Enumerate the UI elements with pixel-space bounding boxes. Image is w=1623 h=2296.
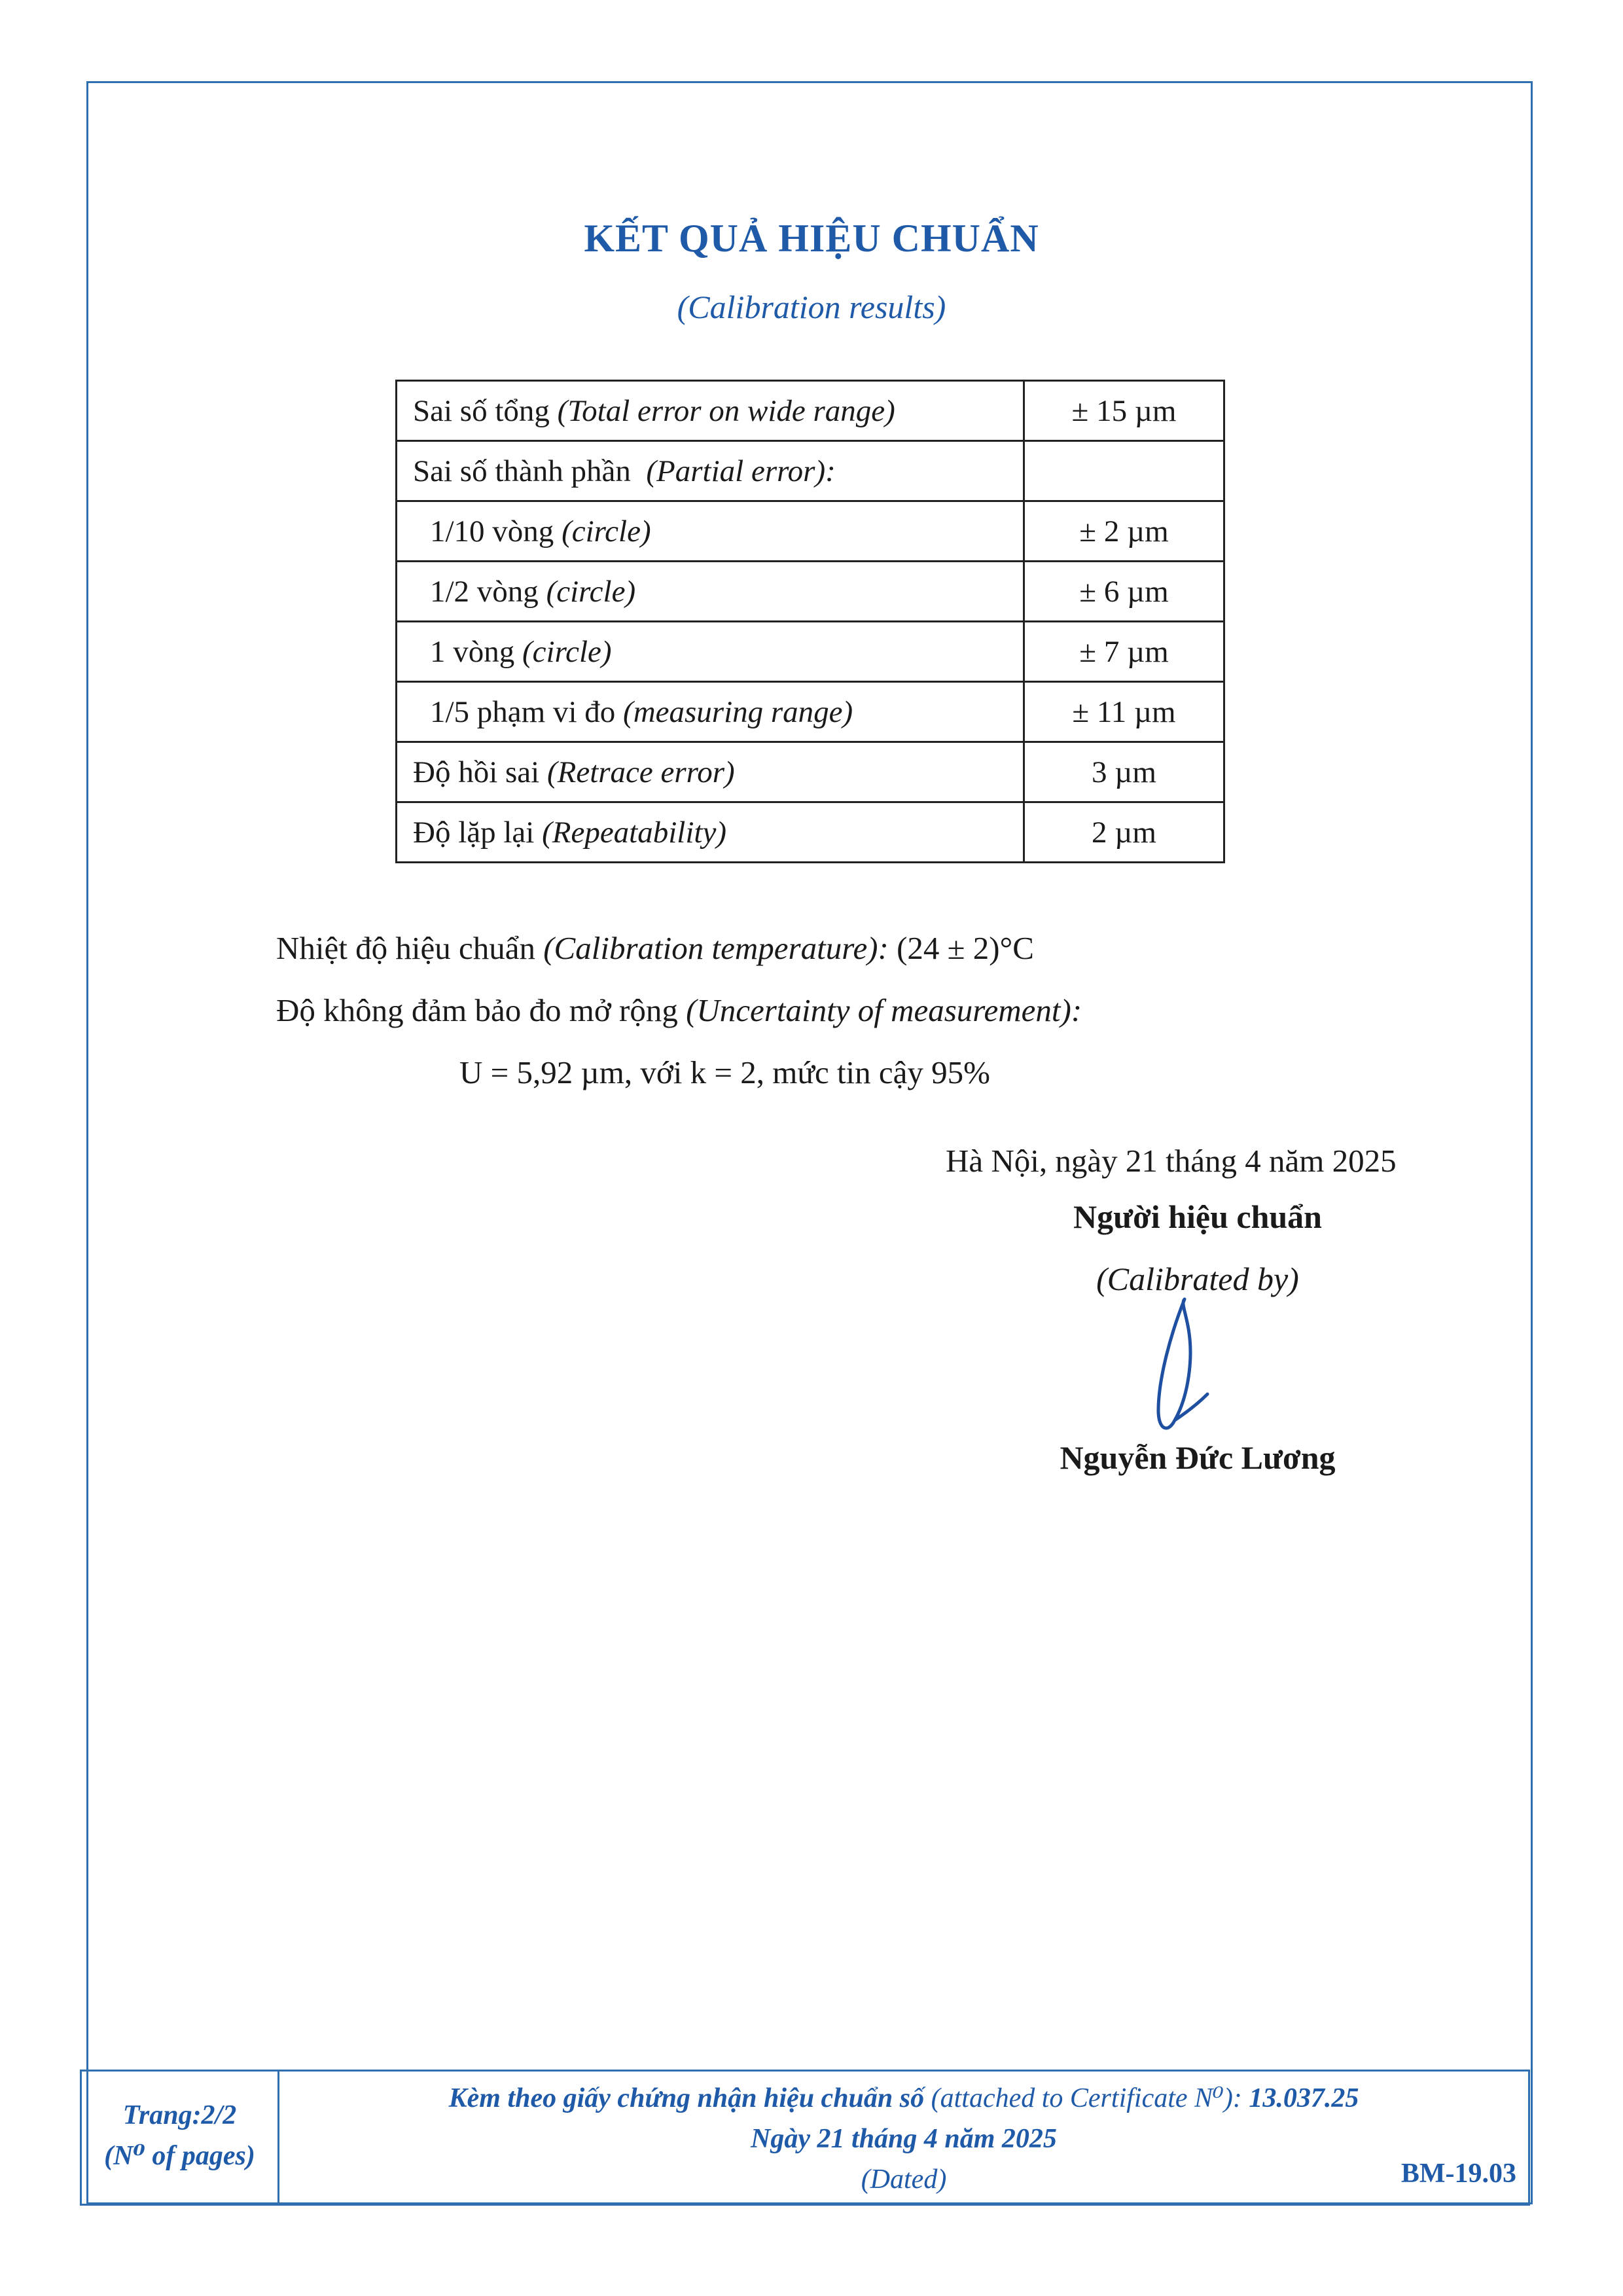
uncertainty-value: U = 5,92 µm, với k = 2, mức tin cậy 95% [459,1054,990,1090]
page-title: KẾT QUẢ HIỆU CHUẨN [584,217,1039,260]
result-value: ± 6 µm [1024,562,1224,622]
footer [80,2070,1530,2206]
table-row [397,381,1224,441]
result-label: 1/2 vòng (circle) [397,562,1024,622]
result-label: Sai số thành phần (Partial error): [397,441,1024,501]
page-subtitle: (Calibration results) [677,289,946,325]
table-row [397,562,1224,622]
table-row [397,802,1224,863]
result-value: ± 11 µm [1024,682,1224,742]
result-value: ± 2 µm [1024,501,1224,562]
signatory-name: Nguyễn Đức Lương [1060,1439,1336,1476]
result-value: ± 15 µm [1024,381,1224,441]
result-label: 1 vòng (circle) [397,622,1024,682]
result-value [1024,441,1224,501]
place-date: Hà Nội, ngày 21 tháng 4 năm 2025 [946,1143,1397,1179]
result-value: 3 µm [1024,742,1224,802]
results-table [395,380,1225,863]
result-value: ± 7 µm [1024,622,1224,682]
form-code: BM-19.03 [1400,2159,1516,2189]
uncertainty-label: Độ không đảm bảo đo mở rộng (Uncertainty of measurement): [276,992,1082,1028]
signature-image [1139,1293,1224,1443]
table-row [397,742,1224,802]
table-row [397,622,1224,682]
result-label: Độ hồi sai (Retrace error) [397,742,1024,802]
table-row [397,501,1224,562]
certificate-date: Ngày 21 tháng 4 năm 2025 [751,2124,1057,2154]
table-row [397,682,1224,742]
result-value: 2 µm [1024,802,1224,863]
page-number: Trang:2/2 [122,2100,237,2130]
certificate-number: 13.037.25 [1249,2083,1359,2113]
page-number-en: (N⁰ of pages) [104,2141,255,2171]
calibration-temperature: Nhiệt độ hiệu chuẩn (Calibration temperature): (24 ± 2)°C [276,930,1034,966]
result-label: 1/10 vòng (circle) [397,501,1024,562]
signatory-title: Người hiệu chuẩn [1073,1198,1322,1235]
result-label: Độ lặp lại (Repeatability) [397,802,1024,863]
result-label: 1/5 phạm vi đo (measuring range) [397,682,1024,742]
table-row [397,441,1224,501]
page-number-cell [82,2072,279,2204]
certificate-date-en: (Dated) [861,2164,947,2195]
result-label: Sai số tổng (Total error on wide range) [397,381,1024,441]
certificate-line: Kèm theo giấy chứng nhận hiệu chuẩn số (attached to Certificate N⁰): 13.037.25 [448,2083,1359,2113]
signatory-title-en: (Calibrated by) [1096,1261,1299,1297]
certificate-reference [279,2072,1528,2200]
